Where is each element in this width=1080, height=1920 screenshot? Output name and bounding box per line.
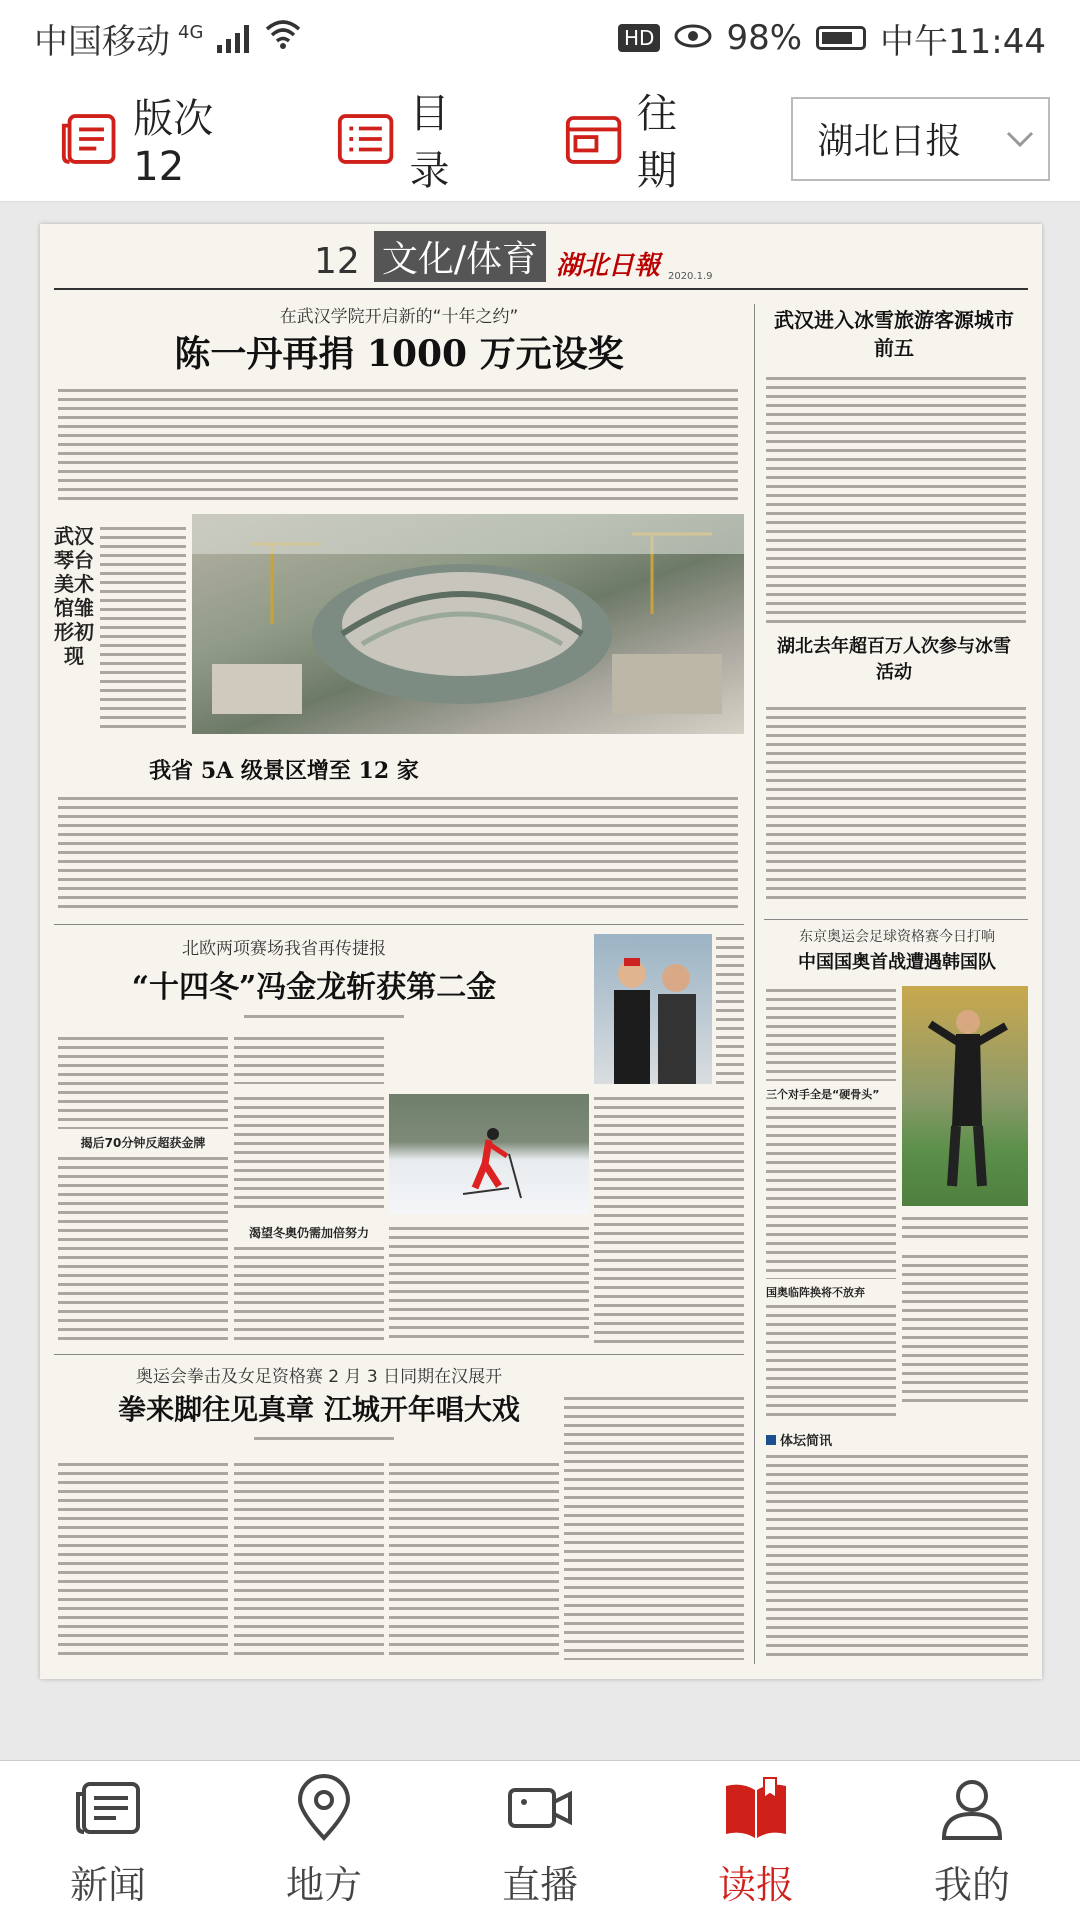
article4-headline[interactable]: 拳来脚往见真章 江城开年唱大戏 xyxy=(118,1393,520,1426)
article3-headline[interactable]: “十四冬”冯金龙斩获第二金 xyxy=(131,970,497,1005)
photo1-vertical-caption: 武汉琴台美术馆雏形初现 xyxy=(54,524,94,668)
reader-toolbar xyxy=(0,76,1080,202)
carrier-name: 中国移动 xyxy=(34,21,170,62)
page-header xyxy=(54,234,1028,290)
right3-subhead: 三个对手全是“硬骨头” xyxy=(766,1088,880,1101)
article4-body-col3 xyxy=(389,1460,559,1660)
nav-news[interactable] xyxy=(0,1761,216,1920)
right1-body xyxy=(766,374,1026,624)
photo-skier[interactable] xyxy=(389,1094,589,1214)
divider xyxy=(764,919,1028,920)
article3-subhead2: 渴望冬奥仍需加倍努力 xyxy=(248,1226,369,1240)
battery-percent: 98% xyxy=(726,18,803,58)
column-divider xyxy=(754,304,755,1664)
issue-date: 2020.1.9 xyxy=(667,271,713,282)
nav-live-label: 直播 xyxy=(501,1863,578,1907)
paper-select-value: 湖北日报 xyxy=(817,121,962,162)
nav-me[interactable] xyxy=(864,1761,1080,1920)
archive-button[interactable] xyxy=(564,82,714,196)
photo-art-museum-aerial[interactable] xyxy=(192,514,744,734)
article3-kicker: 北欧两项赛场我省再传捷报 xyxy=(182,939,386,959)
article3-body-col2 xyxy=(234,1034,384,1084)
user-icon xyxy=(936,1772,1008,1844)
brief-title: 体坛简讯 xyxy=(766,1430,896,1449)
article3-subhead1: 揭后70分钟反超获金牌 xyxy=(80,1136,206,1150)
page-viewer[interactable] xyxy=(0,202,1080,1760)
divider xyxy=(54,1354,744,1355)
brief-marker-icon xyxy=(766,1435,776,1445)
section-title: 文化/体育 xyxy=(374,231,546,282)
paper-select[interactable] xyxy=(791,97,1050,181)
article4-byline xyxy=(254,1434,394,1446)
right3-headline[interactable]: 中国国奥首战遭遇韩国队 xyxy=(798,952,996,973)
article4-body-col2 xyxy=(234,1460,384,1660)
article3-body-col1b xyxy=(58,1154,228,1344)
photo1-caption-body xyxy=(100,524,186,734)
hd-icon: HD xyxy=(618,24,660,52)
nav-read-paper-label: 读报 xyxy=(717,1863,794,1907)
article3-body-col2c xyxy=(234,1244,384,1344)
right1-headline[interactable]: 武汉进入冰雪旅游客源城市前五 xyxy=(774,308,1014,360)
open-book-icon xyxy=(720,1772,792,1844)
right3-photo-caption xyxy=(902,1214,1028,1244)
article3-body-col4 xyxy=(594,1094,744,1344)
chevron-down-icon xyxy=(1006,121,1034,156)
article3-photo-caption xyxy=(716,934,744,1084)
edition-icon xyxy=(60,111,119,167)
right2-headline[interactable]: 湖北去年超百万人次参与冰雪活动 xyxy=(777,636,1011,683)
video-camera-icon xyxy=(504,1772,576,1844)
nav-local[interactable] xyxy=(216,1761,432,1920)
newspaper-icon xyxy=(72,1772,144,1844)
brief-body xyxy=(766,1452,1028,1660)
page-number: 12 xyxy=(314,241,360,282)
right3-subhead2: 国奥临阵换将不放弃 xyxy=(766,1286,865,1299)
edition-button[interactable] xyxy=(60,87,258,190)
right3-body-col1 xyxy=(766,986,896,1081)
calendar-icon xyxy=(564,111,623,167)
article2-headline[interactable]: 我省 5A 级景区增至 12 家 xyxy=(149,758,419,784)
nav-live[interactable] xyxy=(432,1761,648,1920)
nav-local-label: 地方 xyxy=(285,1863,362,1907)
article4-body-col1 xyxy=(58,1460,228,1660)
nav-read-paper[interactable] xyxy=(648,1761,864,1920)
network-type: 4G xyxy=(178,21,204,43)
article3-body-col2b xyxy=(234,1094,384,1214)
right3-kicker: 东京奥运会足球资格赛今日打响 xyxy=(799,929,995,945)
nav-me-label: 我的 xyxy=(933,1863,1010,1907)
contents-button[interactable] xyxy=(336,82,486,196)
newspaper-logo: 湖北日報 xyxy=(555,251,660,281)
right3-body-col2 xyxy=(902,1252,1028,1402)
right3-body-col1c xyxy=(766,1302,896,1422)
right3-body-col1b xyxy=(766,1104,896,1279)
newspaper-page[interactable] xyxy=(40,224,1042,1679)
wifi-icon xyxy=(265,19,301,57)
article3-body-col3 xyxy=(389,1224,589,1344)
article1-headline[interactable]: 陈一丹再捐 1000 万元设奖 xyxy=(174,333,624,375)
article1-kicker: 在武汉学院开启新的“十年之约” xyxy=(279,307,519,327)
photo-athletes-portrait[interactable] xyxy=(594,934,712,1084)
divider xyxy=(54,924,744,925)
article4-kicker: 奥运会拳击及女足资格赛 2 月 3 日同期在汉展开 xyxy=(135,1367,503,1387)
contents-label: 目录 xyxy=(409,90,450,194)
bottom-nav xyxy=(0,1760,1080,1920)
signal-icon xyxy=(217,23,249,53)
archive-label: 往期 xyxy=(637,90,678,194)
photo-coach[interactable] xyxy=(902,986,1028,1206)
location-pin-icon xyxy=(288,1772,360,1844)
eye-icon xyxy=(674,18,712,58)
status-bar xyxy=(0,0,1080,76)
article3-body-col1 xyxy=(58,1034,228,1129)
article1-body xyxy=(58,386,738,504)
article2-body xyxy=(58,794,738,909)
list-icon xyxy=(336,111,395,167)
article4-body-col4 xyxy=(564,1394,744,1660)
clock: 中午11:44 xyxy=(880,21,1046,62)
battery-icon xyxy=(816,26,866,50)
right2-body xyxy=(766,704,1026,904)
article3-byline xyxy=(244,1012,404,1024)
nav-news-label: 新闻 xyxy=(69,1863,146,1907)
edition-label: 版次12 xyxy=(133,96,214,190)
